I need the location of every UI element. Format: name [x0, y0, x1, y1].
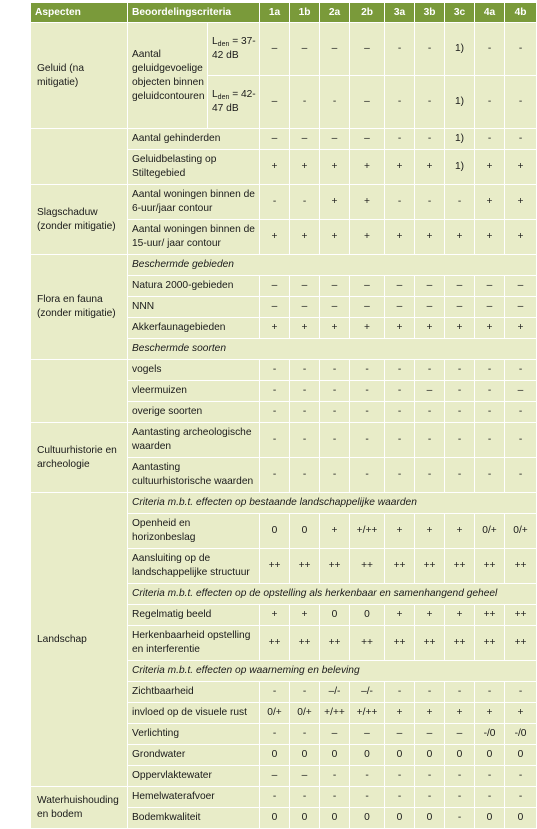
cell-value: -: [290, 76, 320, 129]
cell-value: ++: [260, 549, 290, 584]
cell-value: +: [385, 318, 415, 339]
cell-value: +: [415, 220, 445, 255]
cell-value: 0: [385, 808, 415, 829]
table-row: [31, 360, 537, 381]
cell-value: ++: [475, 605, 505, 626]
cell-value: –: [505, 276, 537, 297]
cell-value: –: [350, 76, 385, 129]
cell-value: –: [260, 766, 290, 787]
cell-value: -: [320, 787, 350, 808]
criterion-label: Regelmatig beeld: [128, 605, 260, 626]
header-row: [31, 3, 537, 23]
criterion-label: Openheid en horizonbeslag: [128, 514, 260, 549]
cell-value: ++: [505, 605, 537, 626]
cell-value: 0: [415, 745, 445, 766]
cell-value: -: [415, 129, 445, 150]
cell-value: –: [445, 724, 475, 745]
cell-value: –: [415, 381, 445, 402]
cell-value: -: [445, 682, 475, 703]
criterion-label: Herkenbaarheid opstelling en interferentie: [128, 626, 260, 661]
criterion-label: Hemelwaterafvoer: [128, 787, 260, 808]
cell-value: -: [350, 381, 385, 402]
cell-value: –: [350, 23, 385, 76]
cell-value: -: [260, 423, 290, 458]
cell-value: 1): [445, 150, 475, 185]
cell-value: –: [475, 297, 505, 318]
cell-value: -: [290, 458, 320, 493]
cell-value: -: [415, 402, 445, 423]
cell-value: -: [385, 787, 415, 808]
cell-value: +: [260, 150, 290, 185]
lden-symbol: L: [212, 36, 218, 47]
cell-value: –: [415, 297, 445, 318]
lden-range: = 42-47 dB: [212, 89, 256, 114]
cell-value: +: [415, 514, 445, 549]
table-row: [31, 185, 537, 220]
cell-value: –: [505, 297, 537, 318]
cell-value: 0: [290, 808, 320, 829]
header-alt: 3a: [385, 3, 415, 23]
cell-value: –: [260, 129, 290, 150]
cell-value: +: [290, 318, 320, 339]
cell-value: -: [260, 787, 290, 808]
cell-value: 0: [385, 745, 415, 766]
header-alt: 3b: [415, 3, 445, 23]
header-alt: 2b: [350, 3, 385, 23]
cell-value: +: [415, 318, 445, 339]
cell-value: ++: [320, 549, 350, 584]
subheading: Criteria m.b.t. effecten op de opstelling als herkenbaar en samenhangend geheel: [128, 584, 537, 605]
cell-value: 1): [445, 129, 475, 150]
group-waterhuishouding: Waterhuishouding en bodem: [31, 787, 128, 829]
cell-value: -: [475, 787, 505, 808]
cell-value: ++: [415, 626, 445, 661]
criterion-label: Aantasting cultuurhistorische waarden: [128, 458, 260, 493]
cell-value: -: [415, 423, 445, 458]
cell-value: -: [475, 423, 505, 458]
cell-value: ++: [505, 626, 537, 661]
cell-value: +: [505, 185, 537, 220]
cell-value: ++: [290, 626, 320, 661]
table-row: [31, 423, 537, 458]
cell-value: +: [475, 318, 505, 339]
criterion-label: Aantal gehinderden: [128, 129, 260, 150]
cell-value: -: [445, 766, 475, 787]
cell-value: -: [475, 129, 505, 150]
cell-value: 0/+: [290, 703, 320, 724]
cell-value: -: [475, 76, 505, 129]
criterion-label: Verlichting: [128, 724, 260, 745]
cell-value: +: [320, 220, 350, 255]
cell-value: +: [505, 220, 537, 255]
cell-value: -: [505, 402, 537, 423]
cell-value: -: [385, 76, 415, 129]
cell-value: -: [505, 23, 537, 76]
cell-value: +: [385, 703, 415, 724]
cell-value: -: [415, 458, 445, 493]
cell-value: ++: [445, 626, 475, 661]
cell-value: ++: [260, 626, 290, 661]
cell-value: +/++: [320, 703, 350, 724]
cell-value: -: [385, 682, 415, 703]
cell-value: +: [475, 185, 505, 220]
cell-value: -: [445, 423, 475, 458]
cell-value: –: [445, 276, 475, 297]
cell-value: +: [475, 703, 505, 724]
cell-value: –: [260, 23, 290, 76]
cell-value: -: [475, 360, 505, 381]
cell-value: –/-: [350, 682, 385, 703]
cell-value: -: [290, 360, 320, 381]
cell-value: -: [290, 423, 320, 458]
criterion-label: vogels: [128, 360, 260, 381]
cell-value: -: [415, 682, 445, 703]
cell-value: -: [350, 458, 385, 493]
cell-value: -: [475, 766, 505, 787]
criterion-label: Natura 2000-gebieden: [128, 276, 260, 297]
cell-value: -: [385, 129, 415, 150]
lden-range: = 37-42 dB: [212, 36, 256, 61]
cell-value: –: [320, 297, 350, 318]
cell-value: 0: [260, 514, 290, 549]
group-flora: Flora en fauna (zonder mitigatie): [31, 255, 128, 360]
cell-value: -: [445, 381, 475, 402]
cell-value: –: [320, 724, 350, 745]
cell-value: -: [475, 23, 505, 76]
cell-value: -: [320, 402, 350, 423]
cell-value: –: [290, 276, 320, 297]
cell-value: ++: [415, 549, 445, 584]
cell-value: –: [260, 276, 290, 297]
cell-value: -: [290, 682, 320, 703]
cell-value: +: [385, 220, 415, 255]
cell-value: +: [415, 605, 445, 626]
cell-value: -: [260, 724, 290, 745]
cell-value: –: [290, 297, 320, 318]
cell-value: –: [445, 297, 475, 318]
cell-value: -: [415, 766, 445, 787]
cell-value: +: [385, 514, 415, 549]
group-flora-continued: [31, 360, 128, 423]
cell-value: +: [260, 605, 290, 626]
cell-value: –: [475, 276, 505, 297]
cell-value: –: [415, 724, 445, 745]
cell-value: –: [505, 381, 537, 402]
cell-value: -: [505, 458, 537, 493]
cell-value: 0: [415, 808, 445, 829]
cell-value: 0: [260, 745, 290, 766]
cell-value: -: [350, 766, 385, 787]
cell-value: ++: [385, 549, 415, 584]
group-geluid-continued: [31, 129, 128, 185]
cell-value: -: [290, 724, 320, 745]
header-criteria: Beoordelingscriteria: [128, 3, 260, 23]
criterion-label: vleermuizen: [128, 381, 260, 402]
cell-value: -: [350, 787, 385, 808]
cell-value: 0: [350, 808, 385, 829]
cell-value: -: [505, 766, 537, 787]
cell-value: -: [475, 458, 505, 493]
subheading: Criteria m.b.t. effecten op bestaande landschappelijke waarden: [128, 493, 537, 514]
cell-value: 0: [350, 605, 385, 626]
subheading: Criteria m.b.t. effecten op waarneming en beleving: [128, 661, 537, 682]
cell-value: 0: [445, 745, 475, 766]
cell-value: -: [445, 185, 475, 220]
cell-value: -: [505, 360, 537, 381]
cell-value: -: [260, 682, 290, 703]
cell-value: 0: [290, 514, 320, 549]
cell-value: -: [320, 360, 350, 381]
assessment-table-wrapper: [30, 2, 527, 829]
criterion-label: overige soorten: [128, 402, 260, 423]
lden-subscript: den: [217, 94, 230, 101]
cell-value: -: [385, 23, 415, 76]
cell-value: –: [260, 297, 290, 318]
cell-value: +: [505, 150, 537, 185]
group-slagschaduw: Slagschaduw (zonder mitigatie): [31, 185, 128, 255]
cell-value: 0: [475, 745, 505, 766]
criterion-label: NNN: [128, 297, 260, 318]
group-landschap: Landschap: [31, 493, 128, 787]
cell-value: +: [385, 150, 415, 185]
cell-value: 0: [505, 808, 537, 829]
cell-value: -: [350, 360, 385, 381]
cell-value: +: [290, 220, 320, 255]
cell-value: -: [415, 23, 445, 76]
cell-value: +: [350, 318, 385, 339]
header-alt: 4a: [475, 3, 505, 23]
criterion-label: Geluidbelasting op Stiltegebied: [128, 150, 260, 185]
criterion-label: Zichtbaarheid: [128, 682, 260, 703]
cell-value: -: [320, 423, 350, 458]
criterion-label: Aantasting archeologische waarden: [128, 423, 260, 458]
cell-value: +: [445, 514, 475, 549]
cell-value: 0/+: [260, 703, 290, 724]
cell-value: –: [320, 23, 350, 76]
cell-value: -: [385, 766, 415, 787]
cell-value: ++: [350, 549, 385, 584]
cell-value: 0: [320, 808, 350, 829]
cell-value: –: [385, 276, 415, 297]
cell-value: ++: [350, 626, 385, 661]
cell-value: +/++: [350, 514, 385, 549]
cell-value: ++: [475, 626, 505, 661]
cell-value: –: [260, 76, 290, 129]
cell-value: 1): [445, 76, 475, 129]
cell-value: -: [260, 381, 290, 402]
table-row: [31, 255, 537, 276]
cell-value: -: [445, 402, 475, 423]
cell-value: –: [320, 276, 350, 297]
cell-value: -: [475, 402, 505, 423]
cell-value: +: [415, 703, 445, 724]
cell-value: +: [320, 150, 350, 185]
group-geluid: Geluid (na mitigatie): [31, 23, 128, 129]
cell-value: 1): [445, 23, 475, 76]
cell-value: -: [385, 402, 415, 423]
cell-value: +: [505, 318, 537, 339]
cell-value: –: [290, 23, 320, 76]
cell-value: ++: [320, 626, 350, 661]
cell-value: +: [445, 220, 475, 255]
cell-value: +: [350, 150, 385, 185]
subheading: Beschermde gebieden: [128, 255, 537, 276]
cell-value: –: [350, 724, 385, 745]
cell-value: +: [320, 185, 350, 220]
cell-value: -: [350, 423, 385, 458]
cell-value: +: [290, 150, 320, 185]
cell-value: -: [505, 787, 537, 808]
cell-value: -: [475, 381, 505, 402]
criterion-label: Aansluiting op de landschappelijke structuur: [128, 549, 260, 584]
cell-value: –: [350, 297, 385, 318]
header-alt: 3c: [445, 3, 475, 23]
cell-value: 0: [320, 605, 350, 626]
table-row: [31, 493, 537, 514]
group-cultuurhistorie: Cultuurhistorie en archeologie: [31, 423, 128, 493]
cell-value: -: [385, 381, 415, 402]
cell-value: -: [505, 682, 537, 703]
cell-value: ++: [505, 549, 537, 584]
cell-value: 0: [475, 808, 505, 829]
criterion-sublabel: [208, 76, 260, 129]
table-row: [31, 787, 537, 808]
cell-value: -/0: [475, 724, 505, 745]
cell-value: –: [385, 724, 415, 745]
lden-subscript: den: [217, 41, 230, 48]
cell-value: +: [445, 318, 475, 339]
criterion-label: Grondwater: [128, 745, 260, 766]
criterion-label: Aantal woningen binnen de 15-uur/ jaar contour: [128, 220, 260, 255]
cell-value: 0: [350, 745, 385, 766]
cell-value: -: [385, 458, 415, 493]
cell-value: +: [445, 703, 475, 724]
cell-value: –: [350, 129, 385, 150]
cell-value: +: [260, 220, 290, 255]
cell-value: +: [415, 150, 445, 185]
subheading: Beschermde soorten: [128, 339, 537, 360]
cell-value: -: [445, 787, 475, 808]
cell-value: ++: [385, 626, 415, 661]
cell-value: –: [350, 276, 385, 297]
cell-value: +: [290, 605, 320, 626]
header-alt: 1a: [260, 3, 290, 23]
cell-value: +: [505, 703, 537, 724]
cell-value: –: [290, 129, 320, 150]
cell-value: -: [445, 458, 475, 493]
criterion-label: Bodemkwaliteit: [128, 808, 260, 829]
cell-value: 0/+: [475, 514, 505, 549]
criterion-label: Aantal geluidgevoelige objecten binnen geluidcontouren: [128, 23, 208, 129]
cell-value: 0: [290, 745, 320, 766]
cell-value: -: [290, 402, 320, 423]
criterion-sublabel: [208, 23, 260, 76]
cell-value: -: [290, 787, 320, 808]
cell-value: –/-: [320, 682, 350, 703]
cell-value: -: [475, 682, 505, 703]
cell-value: +: [475, 220, 505, 255]
cell-value: -: [385, 360, 415, 381]
cell-value: +: [320, 514, 350, 549]
cell-value: 0: [320, 745, 350, 766]
cell-value: -: [320, 381, 350, 402]
cell-value: -/0: [505, 724, 537, 745]
cell-value: 0: [505, 745, 537, 766]
header-aspecten: Aspecten: [31, 3, 128, 23]
cell-value: -: [505, 423, 537, 458]
cell-value: ++: [290, 549, 320, 584]
cell-value: 0/+: [505, 514, 537, 549]
cell-value: 0: [260, 808, 290, 829]
cell-value: +: [475, 150, 505, 185]
cell-value: +: [260, 318, 290, 339]
criterion-label: Akkerfaunagebieden: [128, 318, 260, 339]
cell-value: -: [385, 185, 415, 220]
cell-value: +: [385, 605, 415, 626]
cell-value: -: [505, 76, 537, 129]
lden-symbol: L: [212, 89, 218, 100]
cell-value: ++: [475, 549, 505, 584]
cell-value: +: [350, 220, 385, 255]
criterion-label: Aantal woningen binnen de 6-uur/jaar contour: [128, 185, 260, 220]
cell-value: -: [320, 76, 350, 129]
cell-value: ++: [445, 549, 475, 584]
cell-value: –: [385, 297, 415, 318]
cell-value: -: [260, 458, 290, 493]
cell-value: -: [505, 129, 537, 150]
table-row: [31, 23, 537, 76]
cell-value: -: [260, 360, 290, 381]
cell-value: -: [385, 423, 415, 458]
cell-value: -: [445, 360, 475, 381]
cell-value: -: [415, 185, 445, 220]
table-row: [31, 129, 537, 150]
cell-value: +: [320, 318, 350, 339]
cell-value: -: [415, 360, 445, 381]
cell-value: -: [445, 808, 475, 829]
criterion-label: invloed op de visuele rust: [128, 703, 260, 724]
cell-value: -: [320, 458, 350, 493]
cell-value: –: [290, 766, 320, 787]
header-alt: 4b: [505, 3, 537, 23]
cell-value: -: [260, 402, 290, 423]
cell-value: -: [350, 402, 385, 423]
header-alt: 2a: [320, 3, 350, 23]
cell-value: –: [320, 129, 350, 150]
cell-value: –: [415, 276, 445, 297]
assessment-table: [30, 2, 537, 829]
cell-value: -: [290, 381, 320, 402]
cell-value: -: [415, 787, 445, 808]
cell-value: -: [290, 185, 320, 220]
criterion-label: Oppervlaktewater: [128, 766, 260, 787]
cell-value: -: [415, 76, 445, 129]
cell-value: +: [350, 185, 385, 220]
cell-value: +/++: [350, 703, 385, 724]
header-alt: 1b: [290, 3, 320, 23]
cell-value: -: [320, 766, 350, 787]
cell-value: +: [445, 605, 475, 626]
cell-value: -: [260, 185, 290, 220]
